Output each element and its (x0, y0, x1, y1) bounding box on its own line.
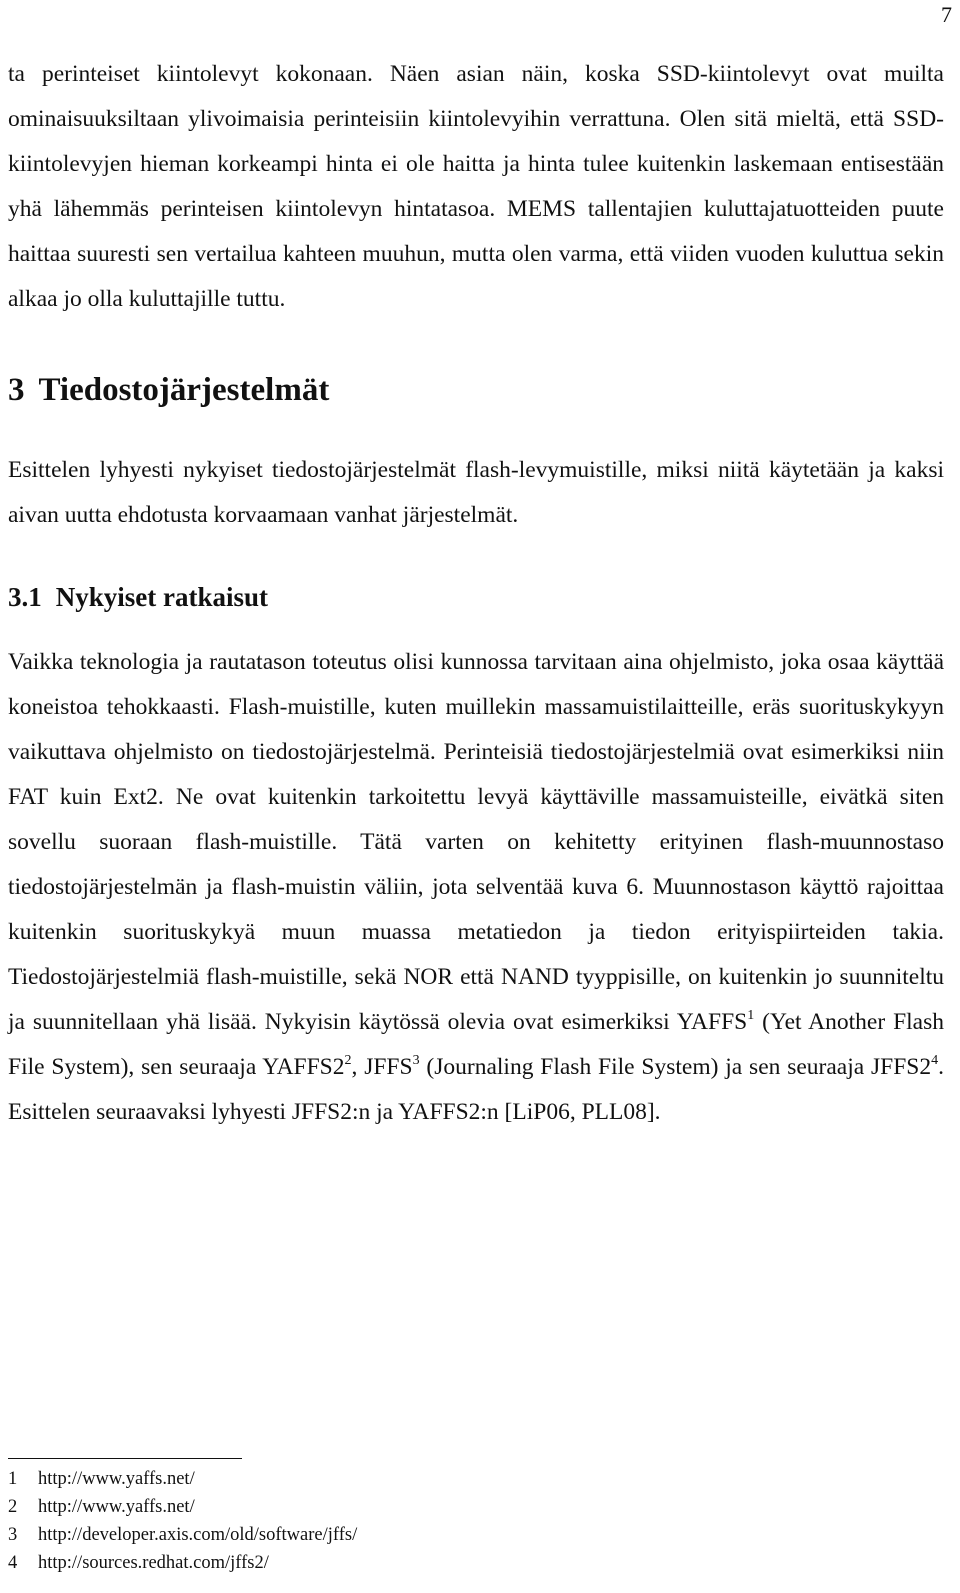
footnote-number: 2 (8, 1497, 18, 1517)
body-text-part-5: . Esittelen seuraavaksi lyhyesti JFFS2:n ja YAFFS2:n [LiP06, PLL08]. (8, 1054, 944, 1125)
page-body (8, 52, 944, 1135)
section-title: Tiedostojärjestelmät (38, 372, 330, 408)
footnote-number: 3 (8, 1525, 18, 1545)
footnote-item (8, 1521, 608, 1549)
footnote-link[interactable]: http://developer.axis.com/old/software/jffs/ (38, 1525, 358, 1545)
footnote-ref-1: 1 (747, 1008, 755, 1023)
subsection-heading (8, 580, 944, 614)
footnote-number: 1 (8, 1469, 18, 1489)
footnote-item (8, 1465, 608, 1493)
footnote-ref-2: 2 (344, 1053, 352, 1068)
section-intro-paragraph: Esittelen lyhyesti nykyiset tiedostojärjestelmät flash-levymuistille, miksi niitä käytetään ja kaksi aivan uutta ehdotusta korvaamaan vanhat järjestelmät. (8, 457, 944, 528)
footnote-ref-4: 4 (931, 1053, 939, 1068)
intro-paragraph: ta perinteiset kiintolevyt kokonaan. Näen asian näin, koska SSD-kiintolevyt ovat muilta ominaisuuksiltaan ylivoimaisia perinteisiin kiintolevyihin verrattuna. Olen sitä mieltä, että SSD-kiintolevyjen hieman korkeampi hinta ei ole haitta ja hinta tulee kuitenkin laskemaan entisestään yhä lähemmäs perinteisen kiintolevyn hintatasoa. MEMS tallentajien kuluttajatuotteiden puute haittaa suuresti sen vertailua kahteen muuhun, mutta olen varma, että viiden vuoden kuluttua sekin alkaa jo olla kuluttajille tuttu. (8, 61, 944, 312)
footnote-ref-3: 3 (412, 1053, 420, 1068)
body-text-part-4: (Journaling Flash File System) ja sen seuraaja JFFS2 (419, 1054, 932, 1080)
body-text-part-3: , JFFS (351, 1054, 413, 1080)
footnote-item (8, 1549, 608, 1577)
footnote-link[interactable]: http://sources.redhat.com/jffs2/ (38, 1553, 269, 1573)
page-number: 7 (941, 2, 952, 27)
footnotes (8, 1458, 608, 1577)
section-number: 3 (8, 372, 25, 408)
footnote-link[interactable]: http://www.yaffs.net/ (38, 1497, 195, 1517)
footnote-divider (8, 1458, 242, 1459)
body-text-part-2: (Yet Another Flash File System), sen seuraaja YAFFS2 (8, 1009, 944, 1080)
footnote-number: 4 (8, 1553, 18, 1573)
subsection-number: 3.1 (8, 582, 42, 612)
body-text-part-1: Vaikka teknologia ja rautatason toteutus olisi kunnossa tarvitaan aina ohjelmisto, joka osaa käyttää koneistoa tehokkaasti. Flash-muistille, kuten muillekin massamuistilaitteille, eräs suorituskykyyn vaikuttava ohjelmisto on tiedostojärjestelmä. Perinteisiä tiedostojärjestelmiä ovat esimerkiksi niin FAT kuin Ext2. Ne ovat kuitenkin tarkoitettu levyä käyttäville massamuisteille, eivätkä siten sovellu suoraan flash-muistille. Tätä varten on kehitetty erityinen flash-muunnostaso tiedostojärjestelmän ja flash-muistin väliin, jota selventää kuva 6. Muunnostason käyttö rajoittaa kuitenkin suorituskykyä muun muassa metatiedon ja tiedon erityispiirteiden takia. Tiedostojärjestelmiä flash-muistille, sekä NOR että NAND tyyppisille, on kuitenkin jo suunniteltu ja suunnitellaan yhä lisää. Nykyisin käytössä olevia ovat esimerkiksi YAFFS (8, 649, 944, 1035)
footnote-link[interactable]: http://www.yaffs.net/ (38, 1469, 195, 1489)
subsection-paragraph (8, 640, 944, 1135)
footnote-item (8, 1493, 608, 1521)
subsection-title: Nykyiset ratkaisut (55, 582, 269, 612)
section-heading (8, 370, 944, 410)
